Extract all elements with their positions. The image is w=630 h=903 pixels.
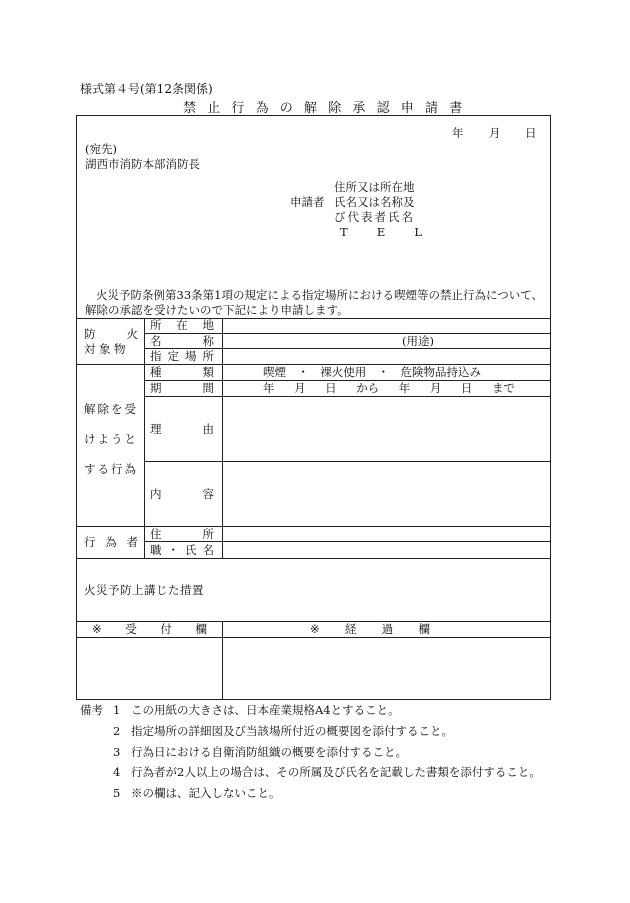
notes-label: 備考 xyxy=(80,703,103,717)
date-month: 月 xyxy=(489,126,501,140)
row-line-actor-end xyxy=(77,558,550,559)
row-line-reason xyxy=(144,461,550,462)
table-vline-bottom xyxy=(222,621,223,699)
note-2-text: 指定場所の詳細図及び当該場所付近の概要図を添付すること。 xyxy=(131,724,453,738)
date-year: 年 xyxy=(452,126,464,140)
measures-label: 火災予防上講じた措置 xyxy=(84,583,204,597)
table-top-line xyxy=(77,318,550,319)
table-vline-1 xyxy=(144,318,145,558)
applicant-name-label-1: 氏名又は名称及 xyxy=(334,195,415,209)
period-label: 期 間 xyxy=(150,381,214,395)
note-5-number: 5 xyxy=(113,786,121,800)
note-2-number: 2 xyxy=(113,724,121,738)
addressee-name: 湖西市消防本部消防長 xyxy=(85,157,200,171)
table-vline-2 xyxy=(222,318,223,558)
applicant-label: 申請者 xyxy=(290,195,325,209)
note-4-text: 行為者が2人以上の場合は、その所属及び氏名を記載した書類を添付すること。 xyxy=(131,765,541,779)
applicant-name-label-2: び代表者氏名 xyxy=(334,210,415,224)
act-header-line-3: する行為 xyxy=(84,462,138,476)
row-line-act-end xyxy=(77,526,550,527)
reason-label: 理 由 xyxy=(150,422,214,436)
form-title: 禁止行為の解除承認申請書 xyxy=(183,101,474,116)
note-5-text: ※の欄は、記入しないこと。 xyxy=(131,786,281,800)
actor-job-name-label: 職 ・ 氏 名 xyxy=(150,543,214,557)
row-line-reception-header xyxy=(77,637,550,638)
actor-header: 行 為 者 xyxy=(84,535,138,549)
form-frame xyxy=(76,115,551,700)
act-header-line-2: けようと xyxy=(84,432,138,446)
note-1-number: 1 xyxy=(113,703,121,717)
content-label: 内 容 xyxy=(150,487,214,501)
row-line-period xyxy=(144,396,550,397)
period-values: 年 月 日 から 年 月 日 まで xyxy=(263,381,515,395)
date-day: 日 xyxy=(525,126,537,140)
applicant-tel-label: T E L xyxy=(340,225,422,239)
type-label: 種 類 xyxy=(150,365,214,379)
note-3-number: 3 xyxy=(113,745,121,759)
note-3-text: 行為日における自衛消防組織の概要を添付すること。 xyxy=(131,745,407,759)
applicant-address-label: 住所又は所在地 xyxy=(334,180,415,194)
note-1-text: この用紙の大きさは、日本産業規格A4とすること。 xyxy=(131,703,400,717)
form-number: 様式第４号(第12条関係) xyxy=(80,82,213,96)
usage-note: (用途) xyxy=(402,334,434,348)
row-line-actor-address xyxy=(144,541,550,542)
name-label: 名 称 xyxy=(150,334,214,348)
address-label: 所 在 地 xyxy=(150,318,214,332)
reception-column-label: ※ 受 付 欄 xyxy=(92,622,207,636)
statement-line-2: 解除の承認を受けたいので下記により申請します。 xyxy=(85,303,349,317)
progress-column-label: ※ 経 過 欄 xyxy=(310,622,430,636)
fire-target-header-line-2: 対象物 xyxy=(84,342,129,356)
type-values: 喫煙 ・ 裸火使用 ・ 危険物品持込み xyxy=(263,365,481,379)
note-4-number: 4 xyxy=(113,765,121,779)
act-header-line-1: 解除を受 xyxy=(84,402,138,416)
fire-target-header-line-1: 防 火 xyxy=(84,327,138,341)
addressee-label: (宛先) xyxy=(85,142,117,156)
actor-address-label: 住 所 xyxy=(150,527,214,541)
designated-place-label: 指 定 場 所 xyxy=(150,349,214,363)
statement-line-1: 火災予防条例第33条第1項の規定による指定場所における喫煙等の禁止行為について、 xyxy=(96,288,543,302)
